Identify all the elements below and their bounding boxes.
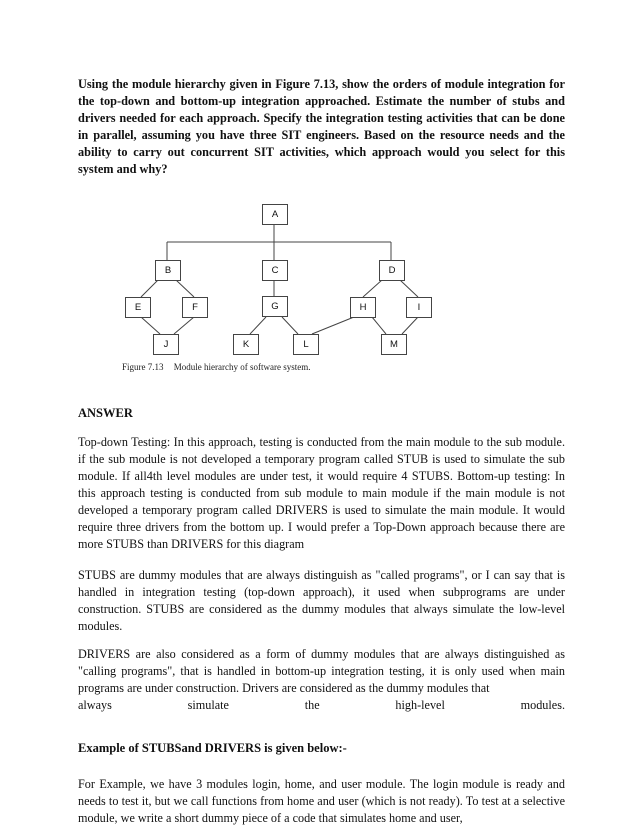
question-text: Using the module hierarchy given in Figure 7.13, show the orders of module integration for the top-down and bottom-up integration approached. Estimate the number of stubs and drivers needed for each approach. Specify the integration testing activities that can be done in parallel, assuming you have three SIT engineers. Based on the resource needs and the ability to carry out concurrent SIT activities, which approach would you select for this system and why? bbox=[78, 77, 565, 176]
paragraph-top-down-bottom-up: Top-down Testing: In this approach, testing is conducted from the main module to the sub module. if the sub module is not developed a temporary program called STUB is used to simulate the sub module. If all4th level modules are under test, it would require 4 STUBS. Bottom-up testing: In this approach testing is conducted from sub module to main module if the main module is not developed a temporary program called DRIVERS is used to simulate the main module. It would require three drivers from the bottom up. I would prefer a Top-Down approach because there are more STUBS than DRIVERS for this diagram bbox=[78, 435, 565, 551]
figure-caption-text: Module hierarchy of software system. bbox=[173, 362, 311, 372]
connector-h-l bbox=[312, 317, 354, 334]
connector-f-j bbox=[174, 317, 194, 334]
drivers-last-word: modules. bbox=[520, 698, 565, 712]
module-node-d: D bbox=[379, 260, 405, 281]
connector-d-h bbox=[363, 280, 382, 297]
module-node-j: J bbox=[153, 334, 179, 355]
module-node-f: F bbox=[182, 297, 208, 318]
figure-caption-number: Figure 7.13 bbox=[122, 362, 164, 372]
connector-d-i bbox=[400, 280, 418, 297]
connector-g-l bbox=[282, 317, 298, 334]
drivers-last-word: high-level bbox=[395, 698, 445, 712]
module-node-k: K bbox=[233, 334, 259, 355]
drivers-last-word: the bbox=[304, 698, 320, 712]
paragraph-example: For Example, we have 3 modules login, home, and user module. The login module is ready and needs to test it, but we call functions from home and user (which is not ready). To test at a selective module, we write a short dummy piece of a code that simulates home and user, bbox=[78, 777, 565, 825]
module-node-m: M bbox=[381, 334, 407, 355]
figure-caption bbox=[122, 362, 310, 372]
drivers-last-word: simulate bbox=[187, 698, 229, 712]
connector-e-j bbox=[141, 317, 160, 334]
module-node-i: I bbox=[406, 297, 432, 318]
example-heading: Example of STUBSand DRIVERS is given below:- bbox=[78, 741, 347, 755]
connector-g-k bbox=[250, 317, 266, 334]
module-node-h: H bbox=[350, 297, 376, 318]
connector-b-f bbox=[176, 280, 194, 297]
connector-b-e bbox=[141, 280, 158, 297]
paragraph-stubs: STUBS are dummy modules that are always distinguish as "called programs", or I can say that is handled in integration testing (top-down approach), it used when subprograms are under construction. STUBS are considered as the dummy modules that always simulate the low-level modules. bbox=[78, 568, 565, 633]
module-node-l: L bbox=[293, 334, 319, 355]
answer-heading: ANSWER bbox=[78, 406, 133, 420]
drivers-last-word: always bbox=[78, 698, 112, 712]
module-hierarchy-figure bbox=[100, 196, 560, 382]
module-node-g: G bbox=[262, 296, 288, 317]
module-node-e: E bbox=[125, 297, 151, 318]
paragraph-drivers-body: DRIVERS are also considered as a form of dummy modules that are always distinguished as "calling programs", that is handled in bottom-up integration testing, it is only used when main programs are under construction. Drivers are considered as the dummy modules that bbox=[78, 647, 565, 695]
module-node-b: B bbox=[155, 260, 181, 281]
paragraph-drivers bbox=[78, 646, 565, 714]
module-node-a: A bbox=[262, 204, 288, 225]
connector-i-m bbox=[402, 317, 418, 334]
module-node-c: C bbox=[262, 260, 288, 281]
paragraph-drivers-last-line bbox=[78, 697, 565, 714]
connector-h-m bbox=[372, 317, 386, 334]
